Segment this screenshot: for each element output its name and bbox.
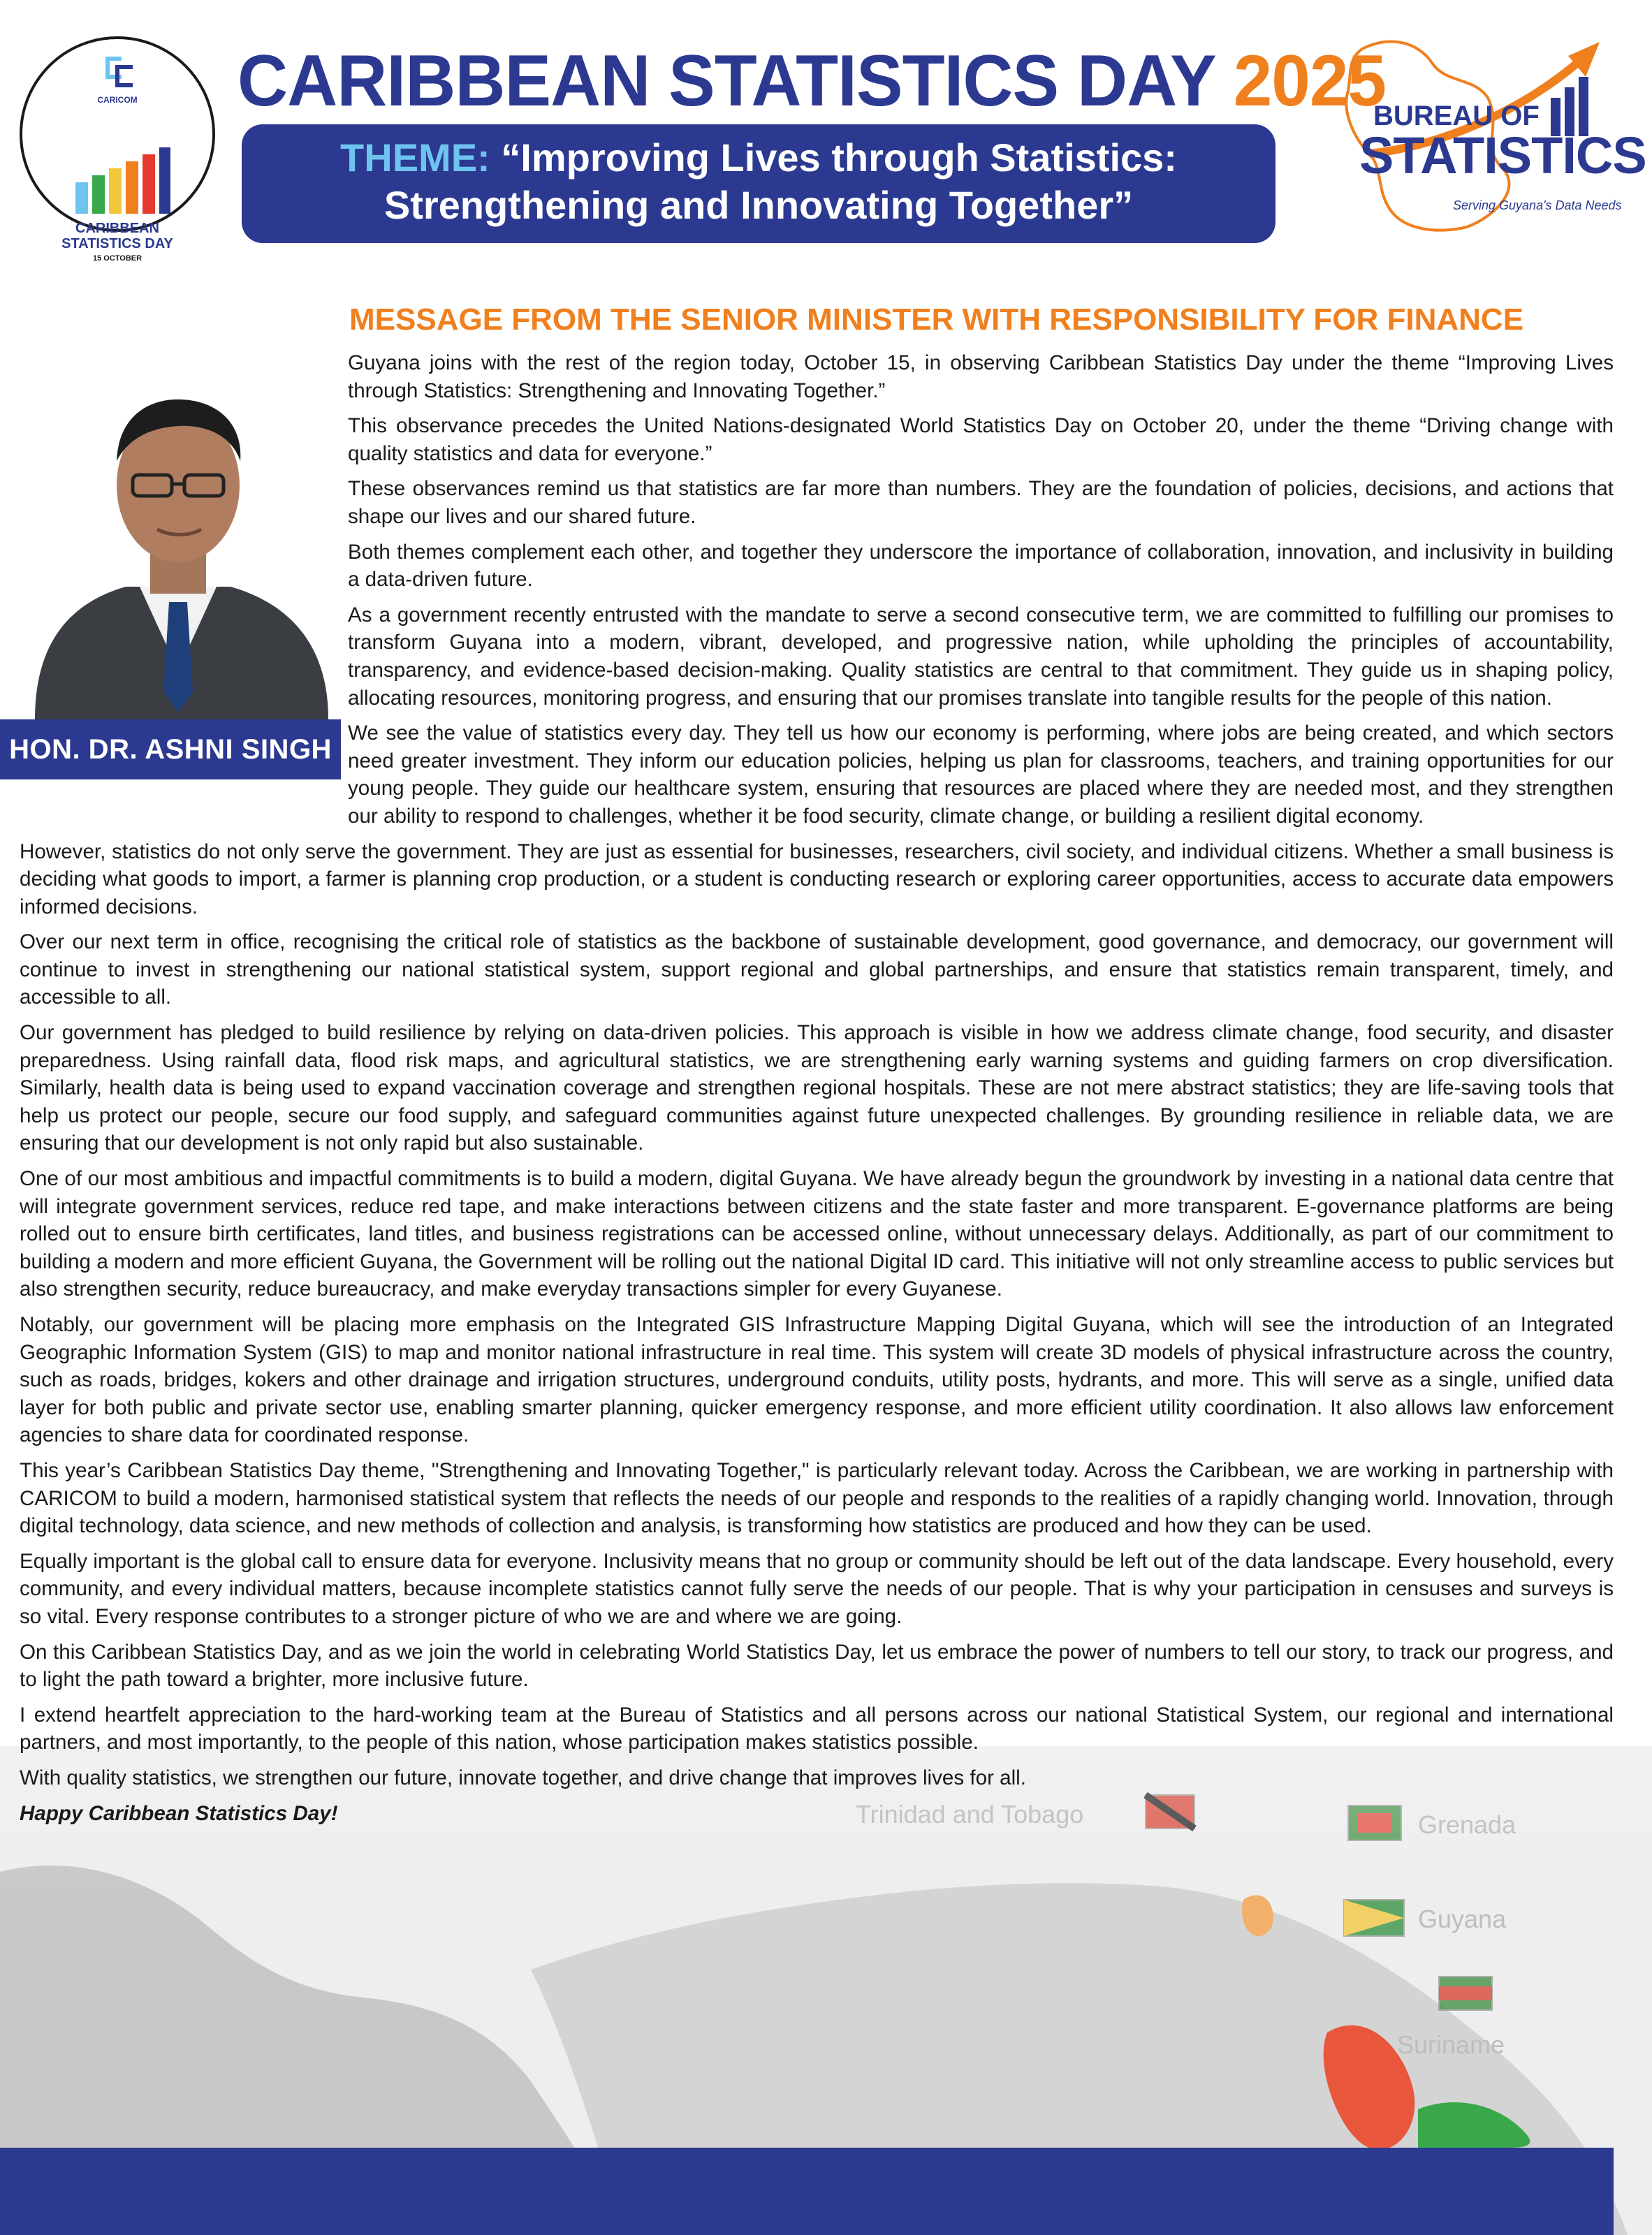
map-label-suriname: Suriname — [1397, 2030, 1505, 2059]
statistics-label: STATISTICS — [1359, 126, 1646, 184]
minister-name-plate: HON. DR. ASHNI SINGH — [0, 719, 341, 779]
paragraph: Notably, our government will be placing more emphasis on the Integrated GIS Infrastructure Mapping Digital Guyana, which will see the introduction of an Integrated Geographic Information System (GIS) to map and monitor national infrastructure in real time. This system will create 3D models of physical infrastructure across the country, such as roads, bridges, kokers and other drainage and irrigation structures, underground conduits, utility posts, hydrants, and more. This will serve as a single, unified data layer for both public and private sector use, enabling smarter planning, quicker emergency response, and more efficient utility coordination. It also allows law enforcement agencies to share data for coordinated response. — [20, 1313, 1614, 1447]
paragraph: We see the value of statistics every day. They tell us how our economy is performing, where jobs are being created, and which sectors need greater investment. They inform our education policies, helping us plan for classrooms, teachers, and training opportunities for our young people. They guide our healthcare system, ensuring that resources are placed where they are needed most, and they strengthen our ability to respond to challenges, whether it be food security, climate change, or building a resilient digital economy. — [348, 721, 1614, 828]
logo-date: 15 OCTOBER — [92, 254, 142, 263]
bureau-tagline: Serving Guyana's Data Needs — [1453, 198, 1622, 212]
paragraph: One of our most ambitious and impactful commitments is to build a modern, digital Guyana. We have already begun the groundwork by investing in a national data centre that will integrate government services, reduce red tape, and make interactions between citizens and the state faster and more transparent. E-governance platforms are being rolled out to ensure birth certificates, land titles, and business registrations can be accessed online, without unnecessary delays. Additionally, as part of our commitment to building a modern and more efficient Guyana, the Government will be rolling out the national Digital ID card. This initiative will not only streamline access to public services but also strengthen security, reduce bureaucracy, and make everyday transactions simpler for every Guyanese. — [20, 1167, 1614, 1301]
paragraph: As a government recently entrusted with the mandate to serve a second consecutive term, we are committed to fulfilling our promises to transform Guyana into a modern, vibrant, developed, and progressive nation, while upholding the principles of accountability, transparency, and evidence-based decision-making. Quality statistics are central to that commitment. They guide us in shaping policy, allocating resources, monitoring progress, and ensuring that our promises translate into tangible results for the people of this nation. — [348, 603, 1614, 710]
paragraph: With quality statistics, we strengthen our future, innovate together, and drive change that improves lives for all. — [20, 1766, 1026, 1789]
bureau-of-label: BUREAU OF — [1373, 101, 1540, 131]
page-title: CARIBBEAN STATISTICS DAY 2025 — [237, 41, 1386, 122]
signoff: Happy Caribbean Statistics Day! — [20, 1801, 338, 1825]
caricom-label: CARICOM — [97, 95, 138, 105]
paragraph: I extend heartfelt appreciation to the hard-working team at the Bureau of Statistics and all persons across our national Statistical System, our regional and international partners, and most importantly, to the people of this nation, whose participation makes statistics possible. — [20, 1703, 1614, 1754]
paragraph: However, statistics do not only serve the government. They are just as essential for businesses, researchers, civil society, and individual citizens. Whether a small business is deciding what goods to import, a farmer is planning crop production, or a student is conducting research or exploring career opportunities, access to accurate data empowers informed decisions. — [20, 840, 1614, 918]
title-year: 2025 — [1233, 41, 1386, 122]
paragraph: Over our next term in office, recognising the critical role of statistics as the backbone of sustainable development, good governance, and democracy, our government will continue to invest in strengthening our national statistical system, support regional and global partnerships, and ensure that statistics remain transparent, timely, and accessible to all. — [20, 930, 1614, 1009]
map-label-guyana: Guyana — [1418, 1905, 1507, 1933]
paragraph: Our government has pledged to build resilience by relying on data-driven policies. This approach is visible in how we address climate change, food security, and disaster preparedness. Using rainfall data, flood risk maps, and agricultural statistics, we are strengthening early warning systems and guiding farmers on crop diversification. Similarly, health data is being used to expand vaccination coverage and strengthen regional hospitals. These are not mere abstract statistics; they are life-saving tools that help us protect our people, secure our food supply, and safeguard communities against future unexpected challenges. By grounding resilience in reliable data, we are ensuring that our development is not only rapid but also sustainable. — [20, 1021, 1614, 1155]
paragraph: This observance precedes the United Nations-designated World Statistics Day on October 20, under the theme “Driving change with quality statistics and data for everyone.” — [348, 414, 1614, 465]
theme-line-1: “Improving Lives through Statistics: — [501, 135, 1177, 179]
theme-line-2: Strengthening and Innovating Together” — [383, 183, 1134, 227]
logo-name: CARIBBEAN STATISTICS DAY — [61, 221, 173, 251]
message-body — [20, 349, 1614, 1835]
paragraph: This year’s Caribbean Statistics Day theme, "Strengthening and Innovating Together," is particularly relevant today. Across the Caribbean, we are working in partnership with CARICOM to build a modern, harmonised statistical system that reflects the needs of our people and responds to the realities of a rapidly changing world. Innovation, through digital technology, data science, and new methods of collection and analysis, is transforming how statistics are produced and how they can be used. — [20, 1458, 1614, 1538]
paragraph: Both themes complement each other, and together they underscore the importance of collaboration, innovation, and inclusivity in building a data-driven future. — [348, 540, 1614, 592]
paragraph: On this Caribbean Statistics Day, and as we join the world in celebrating World Statistics Day, let us embrace the power of numbers to tell our story, to track our progress, and to light the path toward a brighter, more inclusive future. — [20, 1640, 1614, 1692]
theme-label: THEME: — [340, 135, 490, 179]
paragraph: Equally important is the global call to ensure data for everyone. Inclusivity means that no group or community should be left out of the data landscape. Every household, every community, and every individual matters, because incomplete statistics cannot fully serve the needs of our people. That is why your participation in censuses and surveys is so vital. Every response contributes to a stronger picture of who we are and where we are going. — [20, 1549, 1614, 1628]
footer-bar — [0, 2148, 1614, 2235]
paragraph: Guyana joins with the rest of the region today, October 15, in observing Caribbean Statistics Day under the theme “Improving Lives through Statistics: Strengthening and Innovating Together.” — [348, 351, 1614, 402]
message-heading: MESSAGE FROM THE SENIOR MINISTER WITH RESPONSIBILITY FOR FINANCE — [349, 302, 1524, 337]
theme-banner — [242, 124, 1275, 243]
caribbean-statistics-day-logo — [20, 36, 215, 263]
paragraph: These observances remind us that statistics are far more than numbers. They are the foundation of policies, decisions, and actions that shape our lives and our shared future. — [348, 477, 1614, 528]
caricom-cc-icon — [101, 54, 140, 94]
bar-chart-icon — [74, 144, 172, 214]
bureau-of-statistics-logo — [1313, 28, 1646, 237]
